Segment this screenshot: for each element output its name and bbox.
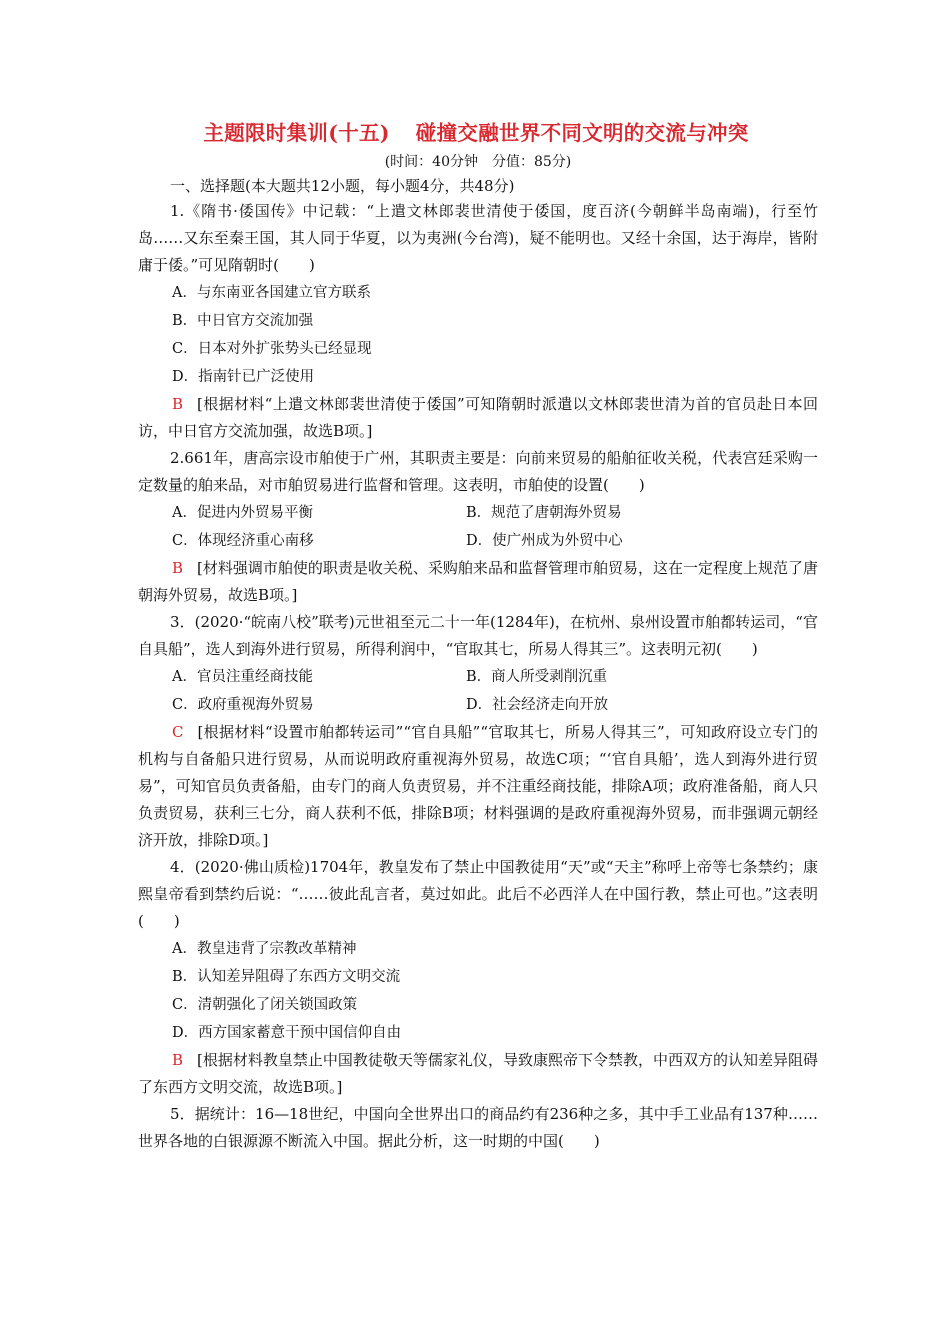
answer-letter: B [172,559,184,577]
option-d: D．使广州成为外贸中心 [466,533,623,549]
answer-text: [根据材料“设置市舶都转运司”“官自具船”“官取其七，所易人得其三”，可知政府设立专门的机构与自备船只进行贸易，从而说明政府重视海外贸易，故选C项；“‘官自具船’，选人到海外进行贸易”，可知官员负责备船，由专门的商人负责贸易，并不注重经商技能，排除A项；政府准备船，商人只负责贸易，获利三七分，商人获利不低，排除B项；材料强调的是政府重视海外贸易，而非强调元朝经济开放，排除D项。] [138,723,818,849]
option-a: A．促进内外贸易平衡 [172,505,313,521]
answer-letter: B [172,395,184,413]
title-part-2: 碰撞交融世界不同文明的交流与冲突 [415,121,749,145]
answer-text: [根据材料“上遣文林郎裴世清使于倭国”可知隋朝时派遣以文林郎裴世清为首的官员赴日本回访，中日官方交流加强，故选B项。] [138,395,818,440]
answer-explanation [138,1047,818,1101]
answer-explanation [138,555,818,609]
question-3 [138,609,818,854]
section-heading: 一、选择题(本大题共12小题，每小题4分，共48分) [170,177,515,195]
option-row [138,691,818,719]
option-b: B．认知差异阻碍了东西方文明交流 [172,969,401,985]
option-b: B．商人所受剥削沉重 [466,669,608,685]
option-a: A．官员注重经商技能 [172,669,313,685]
option-a: A．与东南亚各国建立官方联系 [172,285,371,301]
option-c: C．清朝强化了闭关锁国政策 [172,997,358,1013]
option-b: B．中日官方交流加强 [172,313,314,329]
option-row [138,663,818,691]
answer-explanation [138,391,818,445]
question-2 [138,445,818,609]
document-page [138,118,818,1155]
answer-text: [材料强调市舶使的职责是收关税、采购舶来品和监督管理市舶贸易，这在一定程度上规范了唐朝海外贸易，故选B项。] [138,559,818,604]
option-c: C．日本对外扩张势头已经显现 [172,341,372,357]
page-title [134,118,818,148]
question-stem: 2.661年，唐高宗设市舶使于广州，其职责主要是：向前来贸易的船舶征收关税，代表宫廷采购一定数量的舶来品，对市舶贸易进行监督和管理。这表明，市舶使的设置( ) [138,449,818,494]
option-d: D．西方国家蓄意干预中国信仰自由 [172,1025,402,1041]
option-d: D．指南针已广泛使用 [172,369,315,385]
question-1 [138,198,818,445]
option-c: C．政府重视海外贸易 [172,697,314,713]
question-stem: 3．(2020·“皖南八校”联考)元世祖至元二十一年(1284年)，在杭州、泉州设置市舶都转运司，“官自具船”，选人到海外进行贸易，所得利润中，“官取其七，所易人得其三”。这表明元初( ) [138,613,818,658]
question-stem: 1.《隋书·倭国传》中记载：“上遣文林郎裴世清使于倭国，度百济(今朝鲜半岛南端)，行至竹岛……又东至秦王国，其人同于华夏，以为夷洲(今台湾)，疑不能明也。又经十余国，达于海岸，皆附庸于倭。”可见隋朝时( ) [138,202,818,274]
answer-explanation [138,719,818,854]
question-5 [138,1101,818,1155]
option-row [138,499,818,527]
answer-text: [根据材料教皇禁止中国教徒敬天等儒家礼仪，导致康熙帝下令禁教，中西双方的认知差异阻碍了东西方文明交流，故选B项。] [138,1051,818,1096]
option-c: C．体现经济重心南移 [172,533,314,549]
question-stem: 5．据统计：16—18世纪，中国向全世界出口的商品约有236种之多，其中手工业品有137种……世界各地的白银源源不断流入中国。据此分析，这一时期的中国( ) [138,1105,818,1150]
option-b: B．规范了唐朝海外贸易 [466,505,622,521]
option-a: A．教皇违背了宗教改革精神 [172,941,357,957]
time-score-info: (时间：40分钟 分值：85分) [384,154,572,170]
option-row [138,527,818,555]
option-d: D．社会经济走向开放 [466,697,609,713]
answer-letter: B [172,1051,184,1069]
question-stem: 4．(2020·佛山质检)1704年，教皇发布了禁止中国教徒用“天”或“天主”称呼上帝等七条禁约；康熙皇帝看到禁约后说：“……彼此乱言者，莫过如此。此后不必西洋人在中国行教，禁止可也。”这表明( ) [138,858,818,930]
question-4 [138,854,818,1101]
answer-letter: C [172,723,184,741]
title-part-1: 主题限时集训(十五) [203,121,390,145]
